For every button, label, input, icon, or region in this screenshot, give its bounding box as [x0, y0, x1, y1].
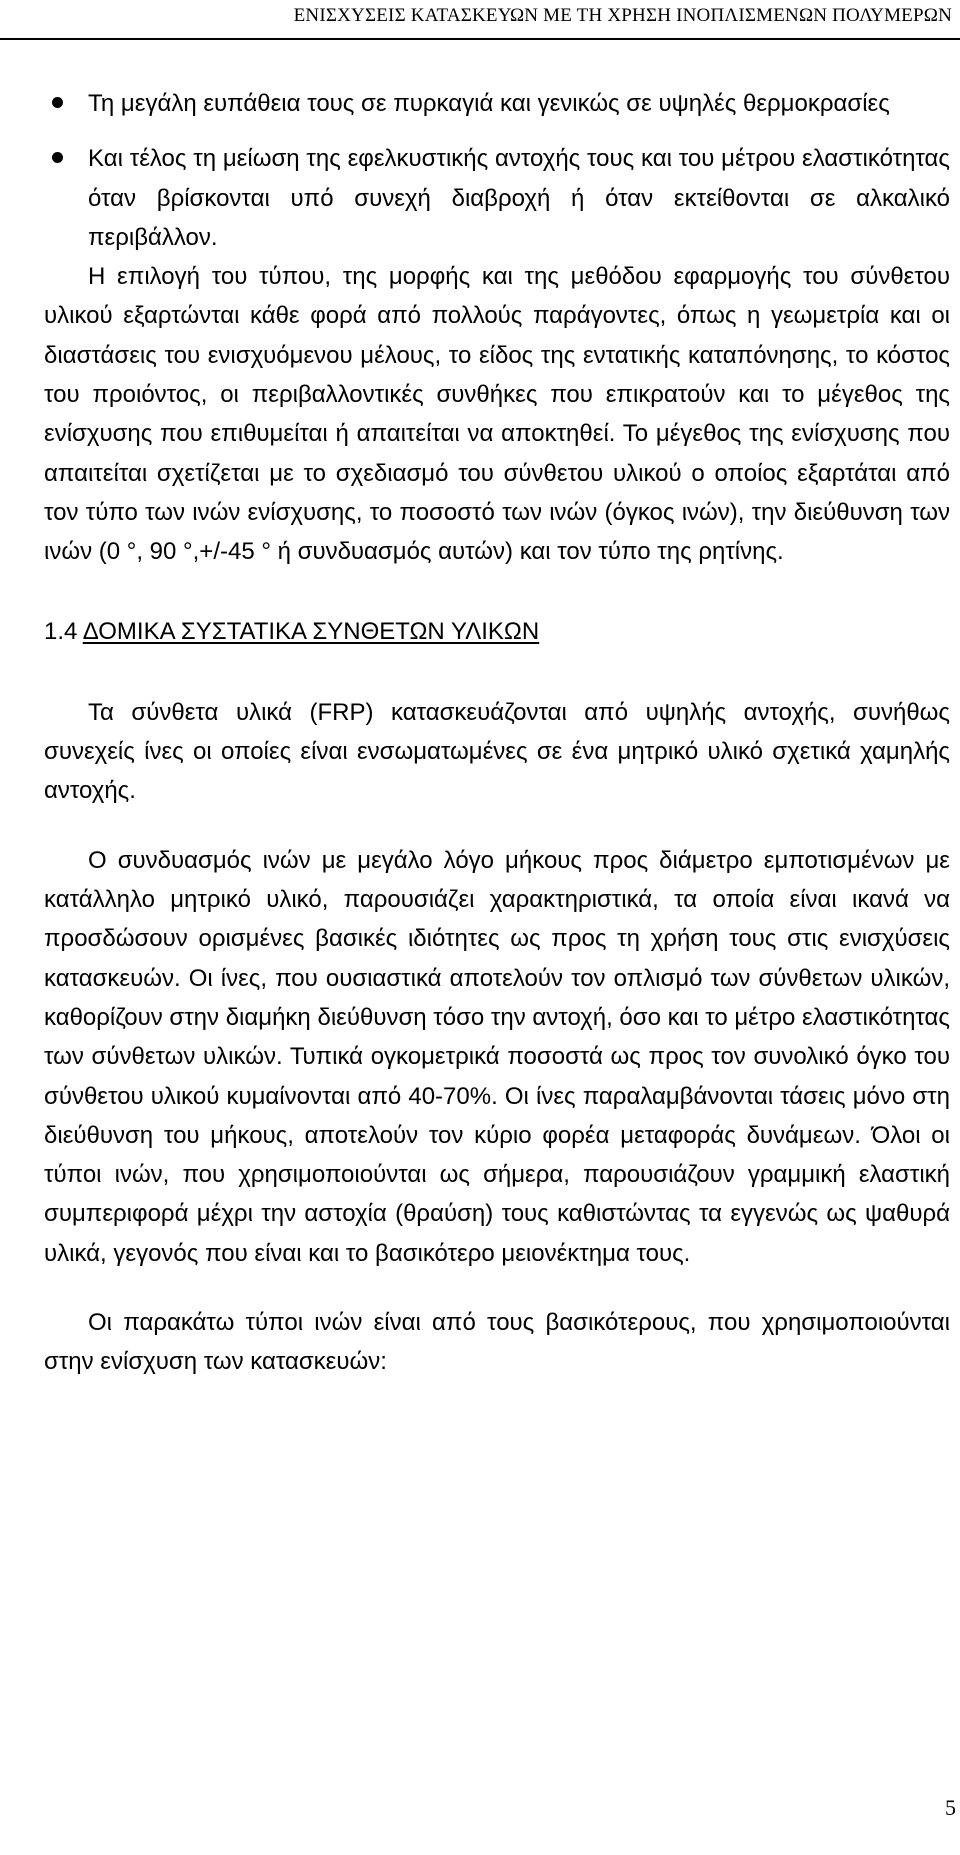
- paragraph: Η επιλογή του τύπου, της μορφής και της μεθόδου εφαρμογής του σύνθετου υλικού εξαρτώνται κάθε φορά από πολλούς παράγοντες, όπως η γεωμετρία και οι διαστάσεις του ενισχυόμενου μέλους, το είδος της εντατικής καταπόνησης, το κόστος του προιόντος, οι περιβαλλοντικές συνθήκες που επικρατούν και το μέγεθος της ενίσχυσης που επιθυμείται ή απαιτείται να αποκτηθεί. Το μέγεθος της ενίσχυσης που απαιτείται σχετίζεται με το σχεδιασμό του σύνθετου υλικού ο οποίος εξαρτάται από τον τύπο των ινών ενίσχυσης, το ποσοστό των ινών (όγκος ινών), την διεύθυνση των ινών (0 °, 90 °,+/-45 ° ή συνδυασμός αυτών) και τον τύπο της ρητίνης.: [44, 263, 950, 566]
- page-number: 5: [945, 1795, 956, 1820]
- section-title: ΔΟΜΙΚΑ ΣΥΣΤΑΤΙΚΑ ΣΥΝΘΕΤΩΝ ΥΛΙΚΩΝ: [82, 617, 540, 645]
- running-header: ΕΝΙΣΧΥΣΕΙΣ ΚΑΤΑΣΚΕΥΩΝ ΜΕ ΤΗ ΧΡΗΣΗ ΙΝΟΠΛΙΣΜΕΝΩΝ ΠΟΛΥΜΕΡΩΝ: [0, 0, 960, 40]
- paragraph: Οι παρακάτω τύποι ινών είναι από τους βασικότερους, που χρησιμοποιούνται στην ενίσχυση των κατασκευών:: [44, 1309, 950, 1376]
- section-heading: [44, 612, 950, 651]
- bullet-item: [44, 139, 950, 257]
- page-body: [44, 84, 950, 1382]
- bullet-dot-icon: [52, 152, 63, 163]
- paragraph: Τα σύνθετα υλικά (FRP) κατασκευάζονται από υψηλής αντοχής, συνήθως συνεχείς ίνες οι οποίες είναι ενσωματωμένες σε ένα μητρικό υλικό σχετικά χαμηλής αντοχής.: [44, 698, 950, 805]
- bullet-item: [44, 84, 950, 123]
- section-number: 1.4: [44, 617, 78, 645]
- bullet-dot-icon: [52, 97, 63, 108]
- paragraph: Ο συνδυασμός ινών με μεγάλο λόγο μήκους προς διάμετρο εμποτισμένων με κατάλληλο μητρικό υλικό, παρουσιάζει χαρακτηριστικά, τα οποία είναι ικανά να προσδώσουν ορισμένες βασικές ιδιότητες ως προς τη χρήση τους στις ενισχύσεις κατασκευών. Οι ίνες, που ουσιαστικά αποτελούν τον οπλισμό των σύνθετων υλικών, καθορίζουν στην διαμήκη διεύθυνση τόσο την αντοχή, όσο και το μέτρο ελαστικότητας των σύνθετων υλικών. Τυπικά ογκομετρικά ποσοστά ως προς τον συνολικό όγκο του σύνθετου υλικού κυμαίνονται από 40-70%. Οι ίνες παραλαμβάνονται τάσεις μόνο στη διεύθυνση του μήκους, αποτελούν τον κύριο φορέα μεταφοράς δυνάμεων. Όλοι οι τύποι ινών, που χρησιμοποιούνται ως σήμερα, παρουσιάζουν γραμμική ελαστική συμπεριφορά μέχρι την αστοχία (θραύση) τους καθιστώντας τα εγγενώς ως ψαθυρά υλικά, γεγονός που είναι και το βασικότερο μειονέκτημα τους.: [44, 846, 950, 1267]
- bullet-text: Τη μεγάλη ευπάθεια τους σε πυρκαγιά και γενικώς σε υψηλές θερμοκρασίες: [88, 90, 890, 117]
- bullet-text: Και τέλος τη μείωση της εφελκυστικής αντοχής τους και του μέτρου ελαστικότητας όταν βρίσκονται υπό συνεχή διαβροχή ή όταν εκτείθονται σε αλκαλικό περιβάλλον.: [88, 145, 950, 251]
